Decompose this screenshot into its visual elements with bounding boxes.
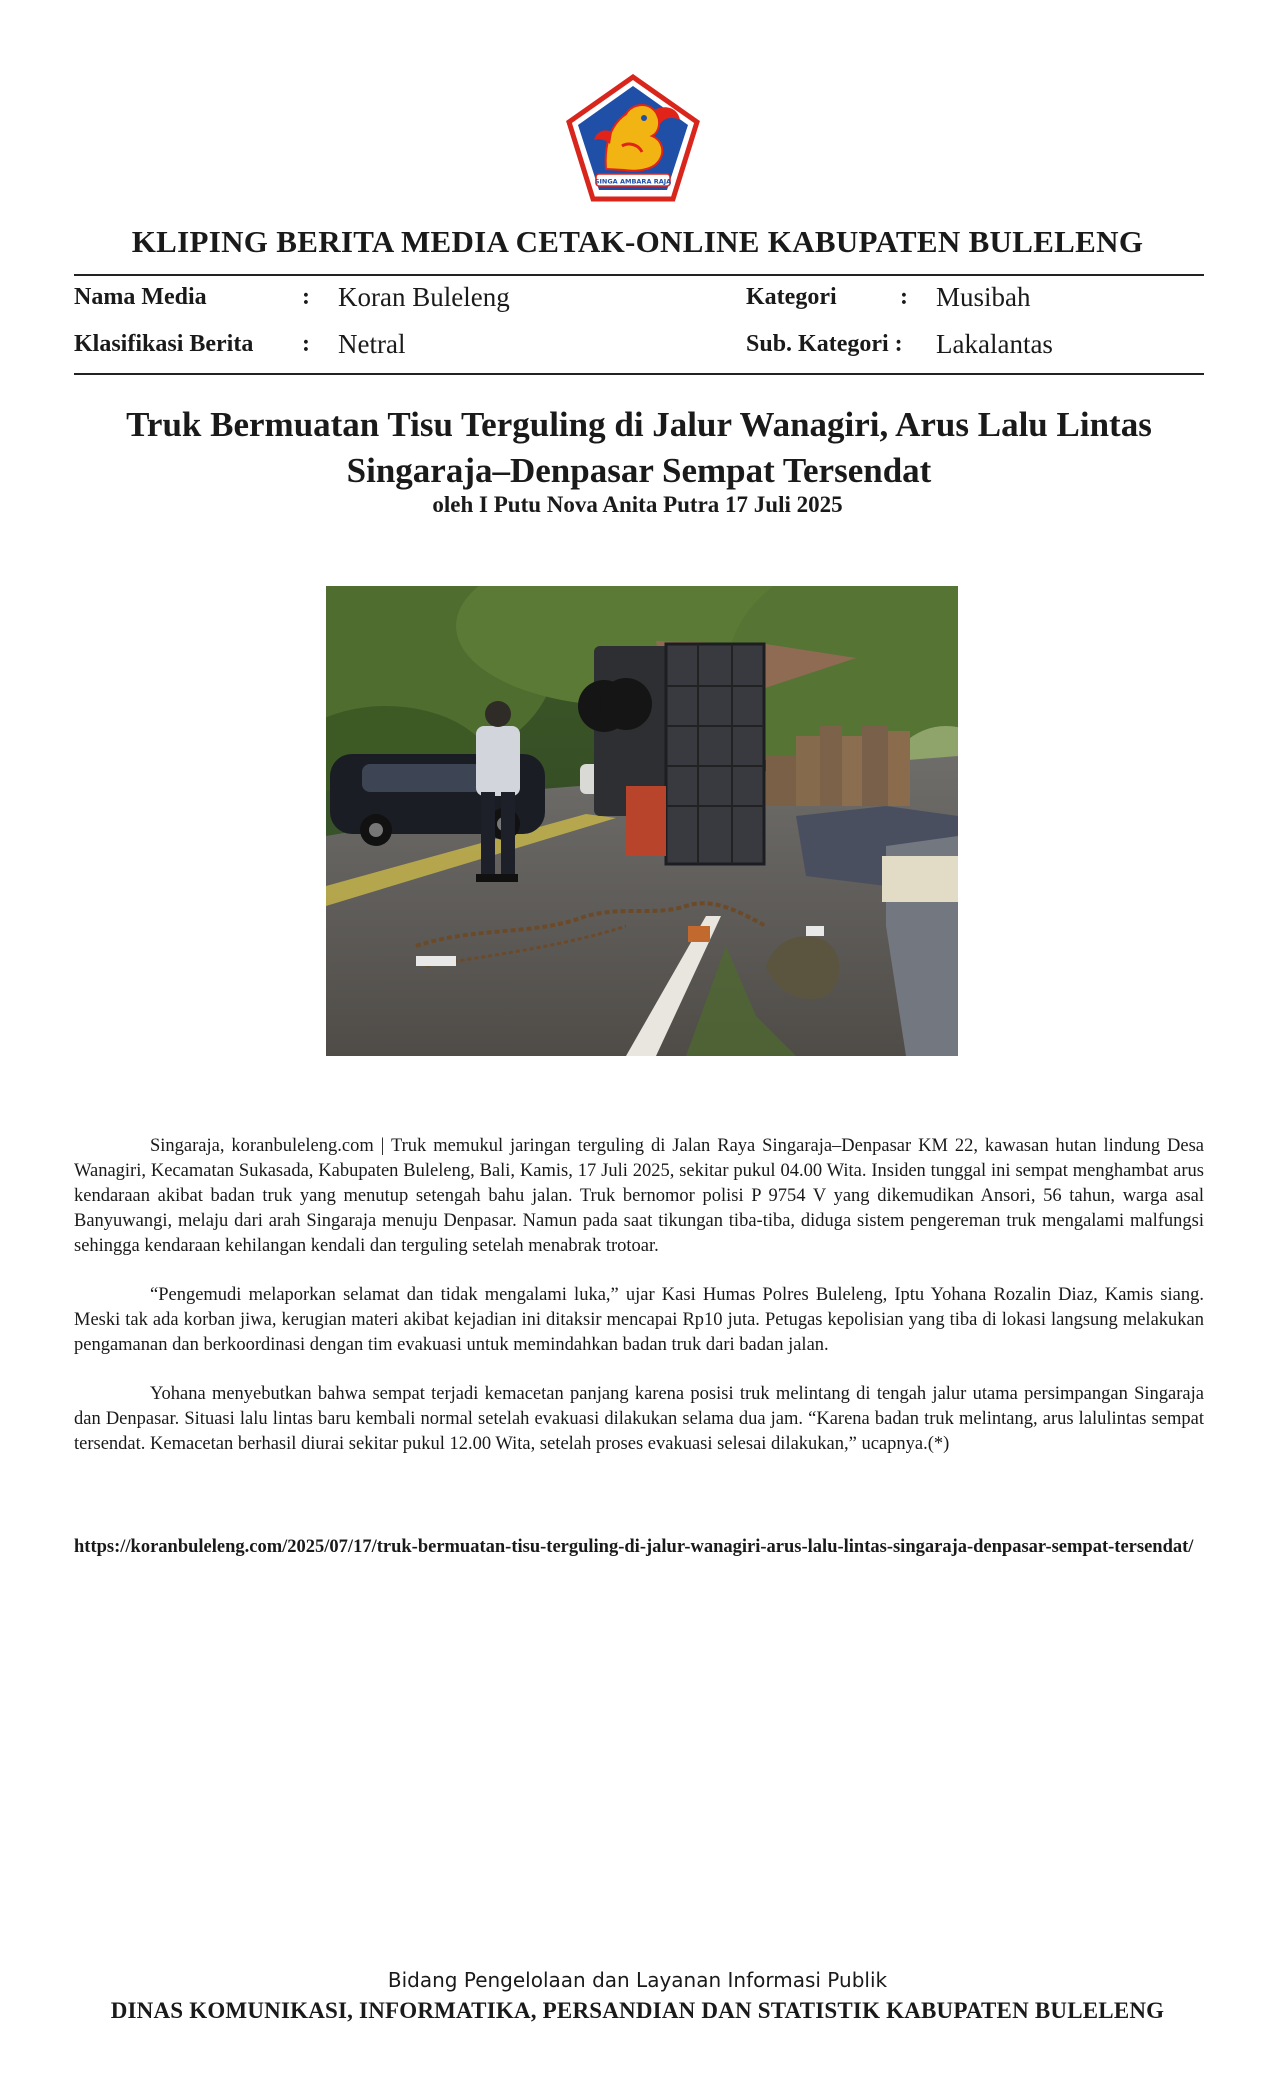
category-label: Kategori — [746, 284, 837, 310]
headline-line: Truk Bermuatan Tisu Terguling di Jalur Wanagiri, Arus Lalu Lintas — [126, 405, 1152, 444]
classification-value: Netral — [338, 329, 406, 359]
divider — [74, 274, 1204, 276]
media-label: Nama Media — [74, 284, 207, 310]
classification-separator: : — [302, 331, 310, 357]
media-separator: : — [302, 284, 310, 310]
page-title: KLIPING BERITA MEDIA CETAK-ONLINE KABUPATEN BULELENG — [131, 224, 1144, 259]
article-paragraph: Yohana menyebutkan bahwa sempat terjadi kemacetan panjang karena posisi truk melintang di tengah jalur utama persimpangan Singaraja dan Denpasar. Situasi lalu lintas baru kembali normal setelah evakuasi dilakukan selama dua jam. “Karena badan truk melintang, arus lalulintas sempat tersendat. Kemacetan berhasil diurai sekitar pukul 12.00 Wita, setelah proses evakuasi selesai dilakukan,” ucapnya.(*) — [74, 1384, 1204, 1454]
subcategory-value: Lakalantas — [936, 329, 1053, 359]
divider — [74, 373, 1204, 375]
article-photo — [326, 586, 958, 1056]
media-value: Koran Buleleng — [338, 282, 510, 312]
footer-agency: DINAS KOMUNIKASI, INFORMATIKA, PERSANDIAN DAN STATISTIK KABUPATEN BULELENG — [110, 1998, 1165, 2023]
classification-label: Klasifikasi Berita — [74, 331, 254, 357]
emblem-motto: SINGA AMBARA RAJA — [594, 177, 672, 186]
article-body — [74, 1134, 1204, 1481]
article-headline — [74, 402, 1204, 494]
article-paragraph: “Pengemudi melaporkan selamat dan tidak mengalami luka,” ujar Kasi Humas Polres Buleleng, Iptu Yohana Rozalin Diaz, Kamis siang. Meski tak ada korban jiwa, kerugian materi akibat kejadian ini ditaksir mencapai Rp10 juta. Petugas kepolisian yang tiba di lokasi langsung melakukan pengamanan dan berkoordinasi dengan tim evakuasi untuk memindahkan badan truk dari badan jalan. — [74, 1285, 1204, 1355]
regency-emblem-icon — [566, 74, 700, 202]
category-value: Musibah — [936, 282, 1031, 312]
meta-block — [74, 284, 1204, 364]
article-byline: oleh I Putu Nova Anita Putra 17 Juli 2025 — [432, 492, 843, 517]
source-link[interactable]: https://koranbuleleng.com/2025/07/17/truk-bermuatan-tisu-terguling-di-jalur-wanagiri-arus-lalu-lintas-singaraja-denpasar-sempat-tersendat/ — [74, 1537, 1194, 1557]
footer-department: Bidang Pengelolaan dan Layanan Informasi Publik — [387, 1968, 888, 1992]
article-paragraph: Singaraja, koranbuleleng.com | Truk memukul jaringan terguling di Jalan Raya Singaraja–Denpasar KM 22, kawasan hutan lindung Desa Wanagiri, Kecamatan Sukasada, Kabupaten Buleleng, Bali, Kamis, 17 Juli 2025, sekitar pukul 04.00 Wita. Insiden tunggal ini sempat menghambat arus kendaraan akibat badan truk yang menutup setengah bahu jalan. Truk bernomor polisi P 9754 V yang dikemudikan Ansori, 56 tahun, warga asal Banyuwangi, melaju dari arah Singaraja menuju Denpasar. Namun pada saat tikungan tiba-tiba, diduga sistem pengereman truk mengalami malfungsi sehingga kendaraan kehilangan kendali dan terguling setelah menabrak trotoar. — [74, 1136, 1204, 1256]
subcategory-label: Sub. Kategori : — [746, 331, 903, 357]
category-separator: : — [900, 284, 908, 310]
headline-line: Singaraja–Denpasar Sempat Tersendat — [346, 451, 932, 490]
